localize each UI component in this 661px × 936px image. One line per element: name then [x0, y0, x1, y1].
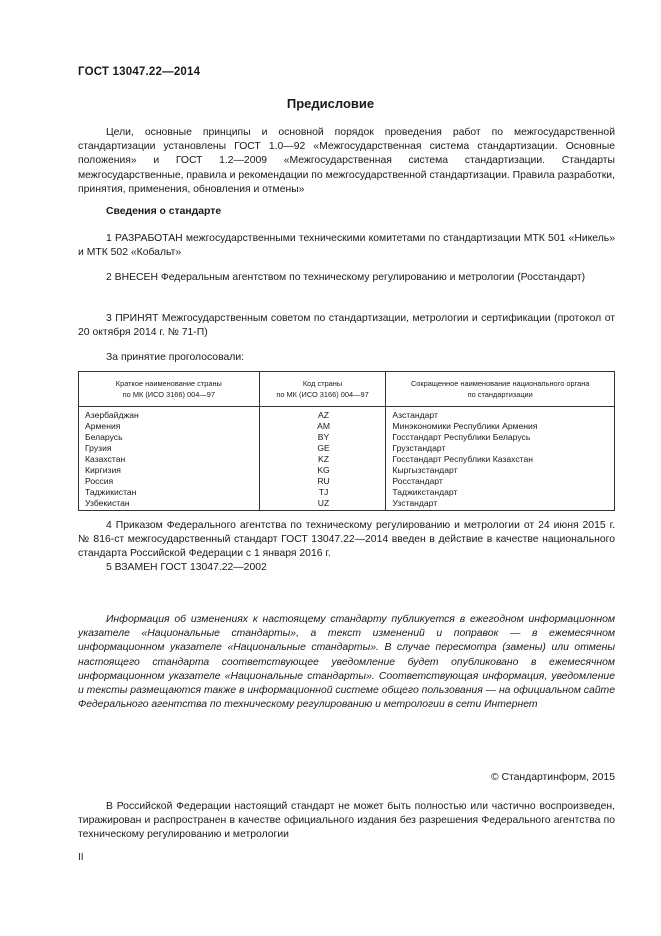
standards-body-cell: Росстандарт	[386, 476, 615, 487]
page-title: Предисловие	[286, 96, 375, 111]
country-cell: Армения	[79, 421, 260, 432]
table-row	[79, 443, 615, 454]
item-4	[78, 519, 615, 562]
col-country-header-l1: Краткое наименование страны	[115, 379, 222, 388]
table-row	[79, 407, 615, 422]
item-2-text: 2 ВНЕСЕН Федеральным агентством по техническому регулированию и метрологии (Росстандарт)	[106, 272, 586, 283]
table-row	[79, 465, 615, 476]
table-row	[79, 476, 615, 487]
country-cell: Беларусь	[79, 432, 260, 443]
table-header-row	[79, 372, 615, 407]
table-row	[79, 432, 615, 443]
col-body-header-l1: Сокращенное наименование национального органа	[410, 379, 590, 388]
country-cell: Грузия	[79, 443, 260, 454]
table-row	[79, 454, 615, 465]
standards-body-cell: Госстандарт Республики Беларусь	[386, 432, 615, 443]
voted-label: За принятие проголосовали:	[106, 352, 245, 363]
item-1-text: 1 РАЗРАБОТАН межгосударственными техническими комитетами по стандартизации МТК 501 «Никель» и МТК 502 «Кобальт»	[78, 233, 615, 259]
standards-body-cell: Азстандарт	[386, 407, 615, 422]
table-row	[79, 421, 615, 432]
col-body-header	[386, 372, 615, 407]
intro-text: Цели, основные принципы и основной порядок проведения работ по межгосударственной стандартизации установлены ГОСТ 1.0—92 «Межгосударственная система стандартизации. Основные положения» и ГОСТ 1.2—2009 «Межгосударственная система стандартизации. Стандарты межгосударственные, правила и рекомендации по межгосударственной стандартизации. Правила разработки, принятия, применения, обновления и отмены»	[78, 127, 615, 195]
info-heading: Сведения о стандарте	[106, 206, 222, 217]
intro-paragraph	[78, 126, 615, 197]
standards-body-cell: Грузстандарт	[386, 443, 615, 454]
standards-body-cell: Госстандарт Республики Казахстан	[386, 454, 615, 465]
code-cell: BY	[259, 432, 386, 443]
notice-text: Информация об изменениях к настоящему стандарту публикуется в ежегодном информационном указателе «Национальные стандарты», а текст изменений и поправок — в ежемесячном информационном указателе «Национальные стандарты». В случае пересмотра (замены) или отмены настоящего стандарта соответствующее уведомление будет опубликовано в ежемесячном информационном указателе «Национальные стандарты». Соответствующая информация, уведомление и тексты размещаются также в информационной системе общего пользования — на официальном сайте Федерального агентства по техническому регулированию и метрологии в сети Интернет	[78, 614, 615, 711]
code-cell: GE	[259, 443, 386, 454]
col-body-header-l2: по стандартизации	[467, 390, 533, 399]
document-id: ГОСТ 13047.22—2014	[78, 66, 201, 78]
rights-paragraph	[78, 800, 615, 843]
table-row	[79, 487, 615, 498]
country-cell: Россия	[79, 476, 260, 487]
item-2	[78, 271, 615, 285]
standards-body-cell: Кыргызстандарт	[386, 465, 615, 476]
country-cell: Киргизия	[79, 465, 260, 476]
item-3-text: 3 ПРИНЯТ Межгосударственным советом по стандартизации, метрологии и сертификации (протокол от 20 октября 2014 г. № 71-П)	[78, 313, 615, 339]
page-number: II	[78, 852, 84, 863]
rights-text: В Российской Федерации настоящий стандарт не может быть полностью или частично воспроизведен, тиражирован и распространен в качестве официального издания без разрешения Федерального агентства по техническому регулированию и метрологии	[78, 801, 615, 841]
item-5: 5 ВЗАМЕН ГОСТ 13047.22—2002	[106, 562, 267, 573]
code-cell: TJ	[259, 487, 386, 498]
country-cell: Таджикистан	[79, 487, 260, 498]
code-cell: AM	[259, 421, 386, 432]
standards-body-cell: Минэкономики Республики Армения	[386, 421, 615, 432]
country-cell: Азербайджан	[79, 407, 260, 422]
country-cell: Узбекистан	[79, 498, 260, 511]
code-cell: KZ	[259, 454, 386, 465]
standards-body-cell: Таджикстандарт	[386, 487, 615, 498]
code-cell: AZ	[259, 407, 386, 422]
code-cell: RU	[259, 476, 386, 487]
col-country-header	[79, 372, 260, 407]
code-cell: UZ	[259, 498, 386, 511]
item-4-text: 4 Приказом Федерального агентства по техническому регулированию и метрологии от 24 июня 2015 г. № 816-ст межгосударственный стандарт ГОСТ 13047.22—2014 введен в действие в качестве национального стандарта Российской Федерации с 1 января 2016 г.	[78, 520, 615, 560]
table-row	[79, 498, 615, 511]
col-code-header	[259, 372, 386, 407]
item-3	[78, 312, 615, 340]
standards-body-cell: Узстандарт	[386, 498, 615, 511]
col-country-header-l2: по МК (ИСО 3166) 004—97	[122, 390, 215, 399]
code-cell: KG	[259, 465, 386, 476]
col-code-header-l2: по МК (ИСО 3166) 004—97	[276, 390, 369, 399]
col-code-header-l1: Код страны	[302, 379, 343, 388]
voting-table	[78, 371, 615, 511]
country-cell: Казахстан	[79, 454, 260, 465]
copyright: © Стандартинформ, 2015	[490, 772, 615, 783]
notice-paragraph	[78, 613, 615, 712]
item-1	[78, 232, 615, 260]
